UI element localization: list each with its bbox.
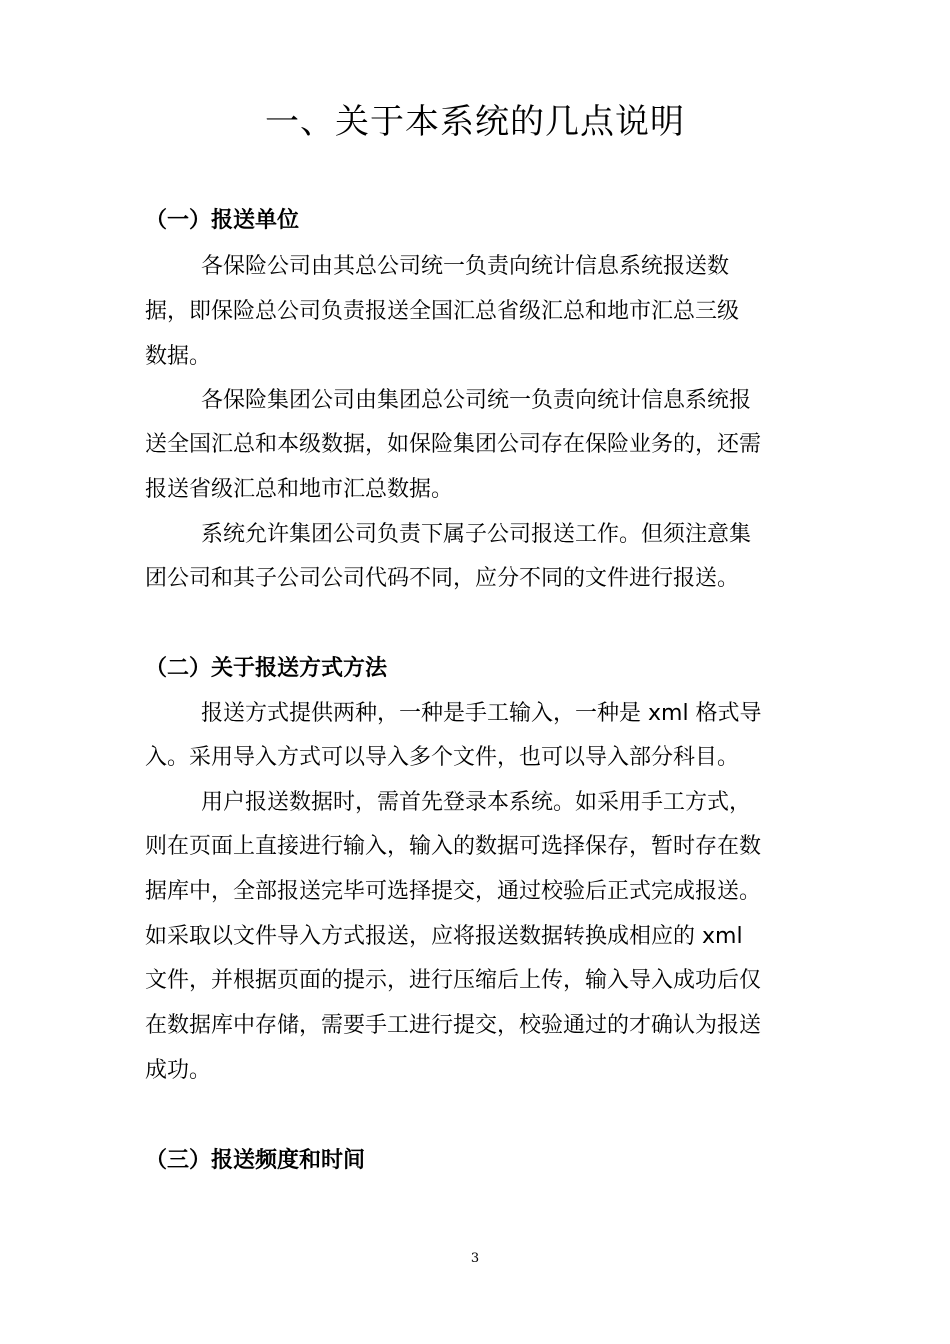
paragraph-line: 成功。: [145, 1058, 212, 1083]
paragraph-line: 据，即保险总公司负责报送全国汇总省级汇总和地市汇总三级: [145, 299, 740, 324]
section-heading-2: （二）关于报送方式方法: [145, 656, 388, 681]
paragraph-line: 在数据库中存储，需要手工进行提交，校验通过的才确认为报送: [145, 1013, 762, 1038]
page-number: 3: [470, 1251, 480, 1266]
section-heading-1: （一）报送单位: [145, 208, 300, 233]
paragraph-line: 各保险公司由其总公司统一负责向统计信息系统报送数: [201, 254, 730, 279]
paragraph-line: 据库中，全部报送完毕可选择提交，通过校验后正式完成报送。: [145, 879, 762, 904]
page-title: 一、关于本系统的几点说明: [265, 102, 685, 142]
paragraph-line: 如采取以文件导入方式报送，应将报送数据转换成相应的 xml: [145, 924, 743, 949]
paragraph-line: 团公司和其子公司公司代码不同，应分不同的文件进行报送。: [145, 566, 740, 591]
paragraph-line: 文件，并根据页面的提示，进行压缩后上传，输入导入成功后仅: [145, 968, 762, 993]
paragraph-line: 入。采用导入方式可以导入多个文件，也可以导入部分科目。: [145, 745, 740, 770]
paragraph-line: 用户报送数据时，需首先登录本系统。如采用手工方式，: [201, 790, 752, 815]
paragraph-line: 系统允许集团公司负责下属子公司报送工作。但须注意集: [201, 522, 752, 547]
paragraph-line: 报送省级汇总和地市汇总数据。: [145, 477, 454, 502]
paragraph-line: 送全国汇总和本级数据，如保险集团公司存在保险业务的，还需: [145, 432, 762, 457]
paragraph-line: 报送方式提供两种，一种是手工输入，一种是 xml 格式导: [201, 701, 762, 726]
paragraph-line: 数据。: [145, 344, 212, 369]
section-heading-3: （三）报送频度和时间: [145, 1148, 366, 1173]
paragraph-line: 则在页面上直接进行输入，输入的数据可选择保存，暂时存在数: [145, 834, 762, 859]
paragraph-line: 各保险集团公司由集团总公司统一负责向统计信息系统报: [201, 388, 752, 413]
